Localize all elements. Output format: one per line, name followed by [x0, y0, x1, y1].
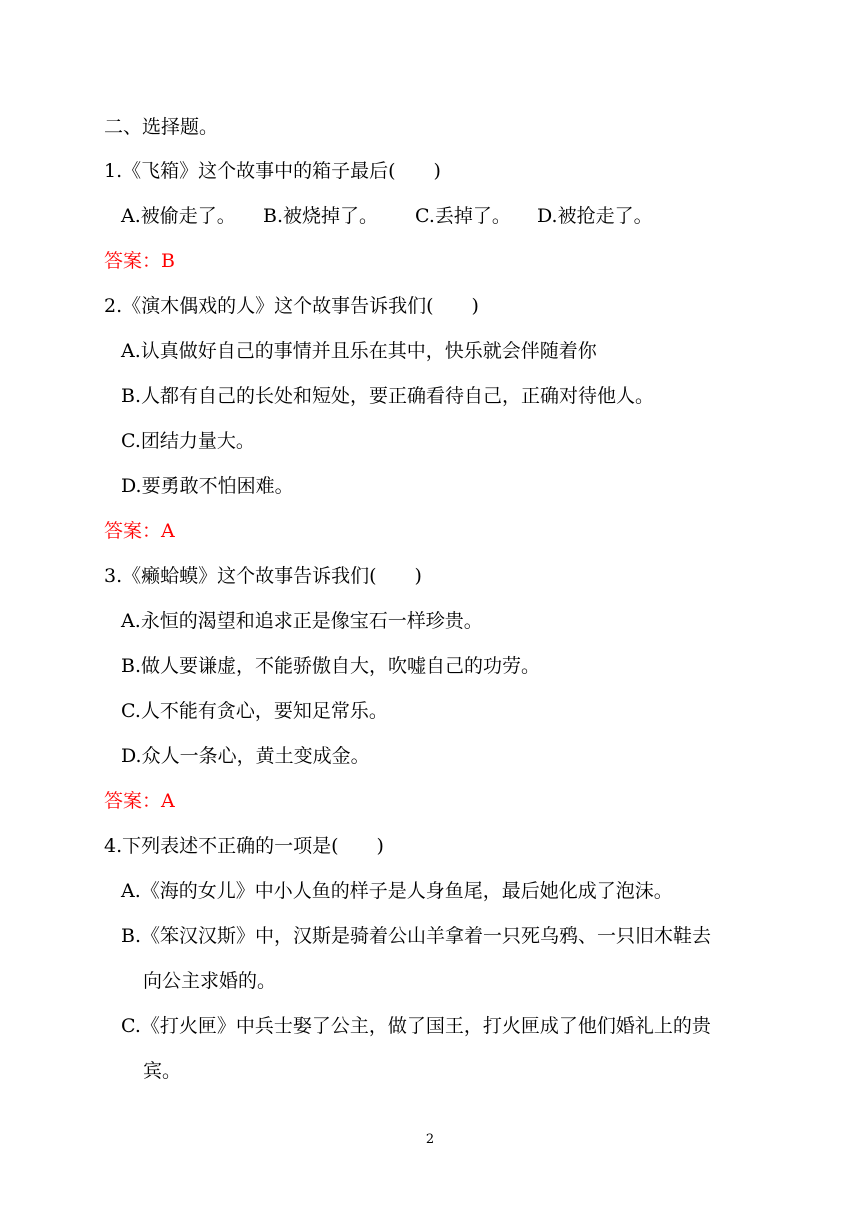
question-4-option-c: C.《打火匣》中兵士娶了公主，做了国王，打火匣成了他们婚礼上的贵 [121, 1015, 711, 1037]
question-1-option-b: B.被烧掉了。 [263, 205, 379, 227]
question-4-stem: 4.下列表述不正确的一项是( ) [104, 835, 384, 857]
question-3-option-c: C.人不能有贪心，要知足常乐。 [121, 700, 388, 722]
question-4-option-b: B.《笨汉汉斯》中，汉斯是骑着公山羊拿着一只死乌鸦、一只旧木鞋去 [121, 925, 712, 947]
question-2-answer: 答案：A [104, 520, 175, 542]
question-2-option-a: A.认真做好自己的事情并且乐在其中，快乐就会伴随着你 [121, 340, 597, 362]
question-3-option-b: B.做人要谦虚，不能骄傲自大，吹嘘自己的功劳。 [121, 655, 541, 677]
question-2-option-c: C.团结力量大。 [121, 430, 255, 452]
section-heading: 二、选择题。 [104, 116, 219, 138]
question-4-option-c-continued: 宾。 [143, 1060, 182, 1082]
question-3-stem: 3.《癞蛤蟆》这个故事告诉我们( ) [104, 565, 422, 587]
question-1-option-c: C.丢掉了。 [415, 205, 511, 227]
question-3-answer: 答案：A [104, 790, 175, 812]
question-4-option-b-continued: 向公主求婚的。 [143, 970, 277, 992]
question-1-options [121, 204, 653, 228]
question-2-option-b: B.人都有自己的长处和短处，要正确看待自己，正确对待他人。 [121, 385, 655, 407]
page-number: 2 [425, 1132, 435, 1147]
question-1-answer: 答案：B [104, 250, 175, 272]
question-4-option-a: A.《海的女儿》中小人鱼的样子是人身鱼尾，最后她化成了泡沫。 [121, 880, 673, 902]
question-3-option-a: A.永恒的渴望和追求正是像宝石一样珍贵。 [121, 610, 483, 632]
question-2-stem: 2.《演木偶戏的人》这个故事告诉我们( ) [104, 295, 479, 317]
question-1-option-a: A.被偷走了。 [121, 205, 236, 227]
question-3-option-d: D.众人一条心，黄土变成金。 [121, 745, 370, 767]
question-1-option-d: D.被抢走了。 [537, 205, 653, 227]
question-2-option-d: D.要勇敢不怕困难。 [121, 475, 294, 497]
question-1-stem: 1.《飞箱》这个故事中的箱子最后( ) [104, 160, 441, 182]
